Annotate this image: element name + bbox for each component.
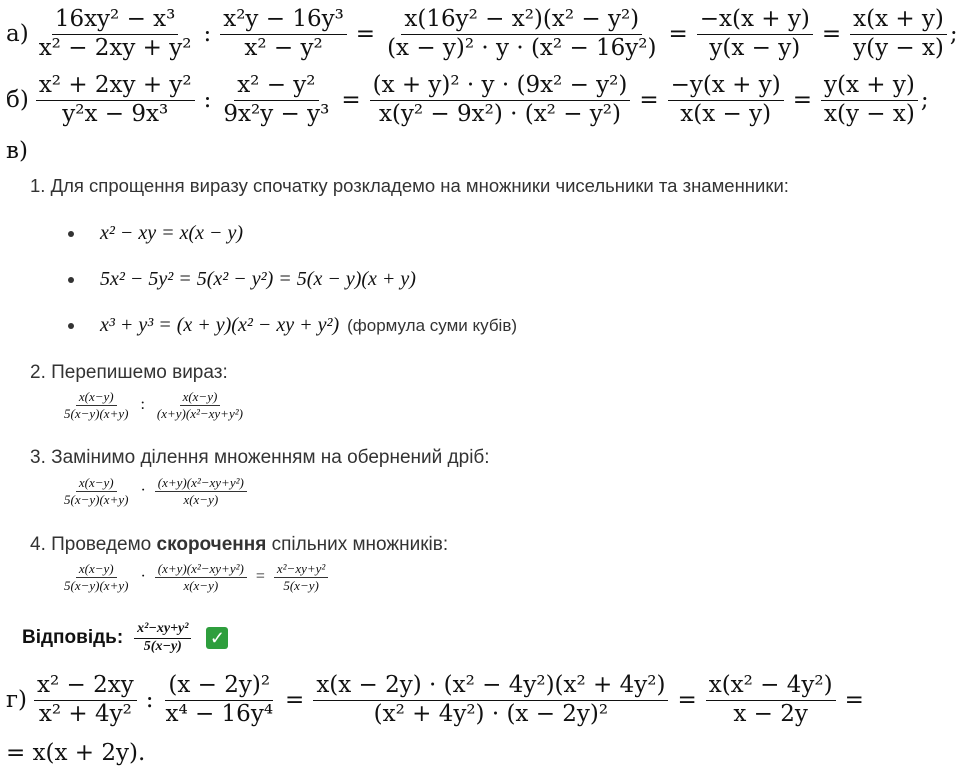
numerator: x(16y² − x²)(x² − y²) — [401, 6, 642, 35]
numerator: 16xy² − x³ — [52, 6, 179, 35]
denominator: x(x−y) — [183, 577, 219, 593]
numerator: (x + y)² · y · (9x² − y²) — [370, 72, 631, 101]
numerator: (x+y)(x²−xy+y²) — [155, 475, 247, 492]
step-4-expression — [58, 561, 331, 593]
numerator: x²−xy+y² — [134, 621, 191, 639]
bullet-item — [68, 314, 517, 337]
fraction — [313, 672, 668, 728]
equals-sign: = — [341, 87, 361, 114]
numerator: x²−xy+y² — [274, 561, 328, 578]
denominator: y²x − 9x³ — [62, 100, 169, 127]
step-3-expression — [58, 475, 250, 507]
bullet-formula: x³ + y³ = (x + y)(x² − xy + y²) — [100, 314, 340, 336]
divide-sign: : — [203, 87, 212, 114]
bullet-dot — [68, 231, 74, 237]
denominator: 5(x−y)(x+y) — [64, 577, 129, 593]
bullet-note: (формула суми кубів) — [347, 315, 518, 335]
denominator: y(y − x) — [853, 34, 944, 61]
part-g-line — [6, 672, 870, 728]
step-1-text: 1. Для спрощення виразу спочатку розкладемо на множники чисельники та знаменники: — [30, 175, 789, 196]
part-b-label: б) — [6, 87, 29, 114]
fraction — [61, 475, 131, 507]
numerator: x²y − 16y³ — [220, 6, 347, 35]
fraction — [61, 389, 131, 421]
numerator: (x − 2y)² — [165, 672, 273, 701]
equals-sign: = — [821, 21, 842, 48]
equals-sign: = — [844, 687, 864, 714]
fraction — [370, 72, 631, 128]
numerator: x(x−y) — [180, 389, 221, 406]
denominator: x² + 4y² — [38, 700, 132, 727]
step-4-prefix: 4. Проведемо — [30, 534, 157, 555]
multiply-sign: · — [140, 568, 146, 586]
part-a-label: а) — [6, 21, 29, 48]
equals-sign: = — [677, 687, 697, 714]
numerator: x(x − 2y) · (x² − 4y²)(x² + 4y²) — [313, 672, 668, 701]
bullet-item — [68, 268, 416, 291]
equals-sign: = — [639, 87, 659, 114]
denominator: y(x − y) — [709, 34, 801, 61]
numerator: x² − y² — [234, 72, 318, 101]
step-2-text: 2. Перепишемо вираз: — [30, 362, 228, 383]
denominator: x² − y² — [244, 34, 323, 61]
numerator: x(x−y) — [76, 475, 117, 492]
numerator: x(x² − 4y²) — [706, 672, 836, 701]
fraction — [220, 6, 347, 62]
part-b-line — [6, 72, 929, 128]
step-4-bold: скорочення — [156, 534, 267, 555]
denominator: x² − 2xy + y² — [38, 34, 192, 61]
denominator: x(y² − 9x²) · (x² − y²) — [378, 100, 621, 127]
part-g-label: г) — [6, 687, 28, 714]
denominator: x⁴ − 16y⁴ — [165, 700, 274, 727]
numerator: (x+y)(x²−xy+y²) — [155, 561, 247, 578]
divide-sign: : — [145, 687, 154, 714]
numerator: x² − 2xy — [34, 672, 137, 701]
divide-sign: : — [140, 396, 145, 414]
numerator: x² + 2xy + y² — [36, 72, 195, 101]
answer-label: Відповідь: — [22, 627, 124, 649]
numerator: x(x−y) — [76, 561, 117, 578]
denominator: x(x − y) — [680, 100, 772, 127]
bullet-item — [68, 222, 243, 245]
denominator: (x − y)² · y · (x² − 16y²) — [387, 34, 657, 61]
step-4-suffix: спільних множників: — [266, 534, 449, 555]
fraction — [155, 561, 247, 593]
fraction — [61, 561, 131, 593]
denominator: 5(x−y)(x+y) — [64, 491, 129, 507]
multiply-sign: · — [140, 482, 146, 500]
step-4-text — [30, 534, 448, 556]
step-2-expression — [58, 389, 249, 421]
fraction — [220, 72, 332, 128]
numerator: −y(x + y) — [668, 72, 784, 101]
numerator: x(x + y) — [850, 6, 947, 35]
part-g-result: = x(x + 2y). — [6, 740, 146, 766]
denominator: (x² + 4y²) · (x − 2y)² — [373, 700, 609, 727]
numerator: x(x−y) — [76, 389, 117, 406]
numerator: y(x + y) — [821, 72, 918, 101]
semicolon: ; — [949, 21, 958, 48]
denominator: x(x−y) — [183, 491, 219, 507]
semicolon: ; — [920, 87, 929, 114]
denominator: 9x²y − y³ — [223, 100, 330, 127]
equals-sign: = — [285, 687, 305, 714]
fraction — [36, 72, 195, 128]
part-a-line — [6, 6, 958, 62]
denominator: 5(x−y) — [283, 577, 319, 593]
fraction — [384, 6, 659, 62]
equals-sign: = — [355, 21, 376, 48]
equals-sign: = — [255, 568, 265, 586]
denominator: 5(x−y) — [143, 638, 182, 654]
fraction — [34, 672, 137, 728]
bullet-formula: 5x² − 5y² = 5(x² − y²) = 5(x − y)(x + y) — [100, 268, 416, 290]
bullet-dot — [68, 277, 74, 283]
denominator: x − 2y — [733, 700, 808, 727]
fraction — [274, 561, 328, 593]
fraction — [155, 475, 247, 507]
answer-fraction — [134, 621, 191, 656]
fraction — [162, 672, 276, 728]
numerator: −x(x + y) — [697, 6, 813, 35]
fraction — [668, 72, 784, 128]
fraction — [36, 6, 195, 62]
fraction — [154, 389, 246, 421]
bullet-formula: x² − xy = x(x − y) — [100, 222, 244, 244]
divide-sign: : — [203, 21, 212, 48]
fraction — [706, 672, 836, 728]
denominator: x(y − x) — [824, 100, 915, 127]
part-v-label: в) — [6, 138, 28, 164]
equals-sign: = — [668, 21, 688, 48]
fraction — [697, 6, 813, 62]
fraction — [821, 72, 918, 128]
denominator: 5(x−y)(x+y) — [64, 405, 129, 421]
answer-row — [22, 621, 228, 656]
step-3-text: 3. Замінимо ділення множенням на обернений дріб: — [30, 447, 490, 468]
check-icon: ✓ — [206, 627, 228, 649]
fraction — [850, 6, 947, 62]
equals-sign: = — [792, 87, 812, 114]
denominator: (x+y)(x²−xy+y²) — [156, 405, 243, 421]
bullet-dot — [68, 323, 74, 329]
